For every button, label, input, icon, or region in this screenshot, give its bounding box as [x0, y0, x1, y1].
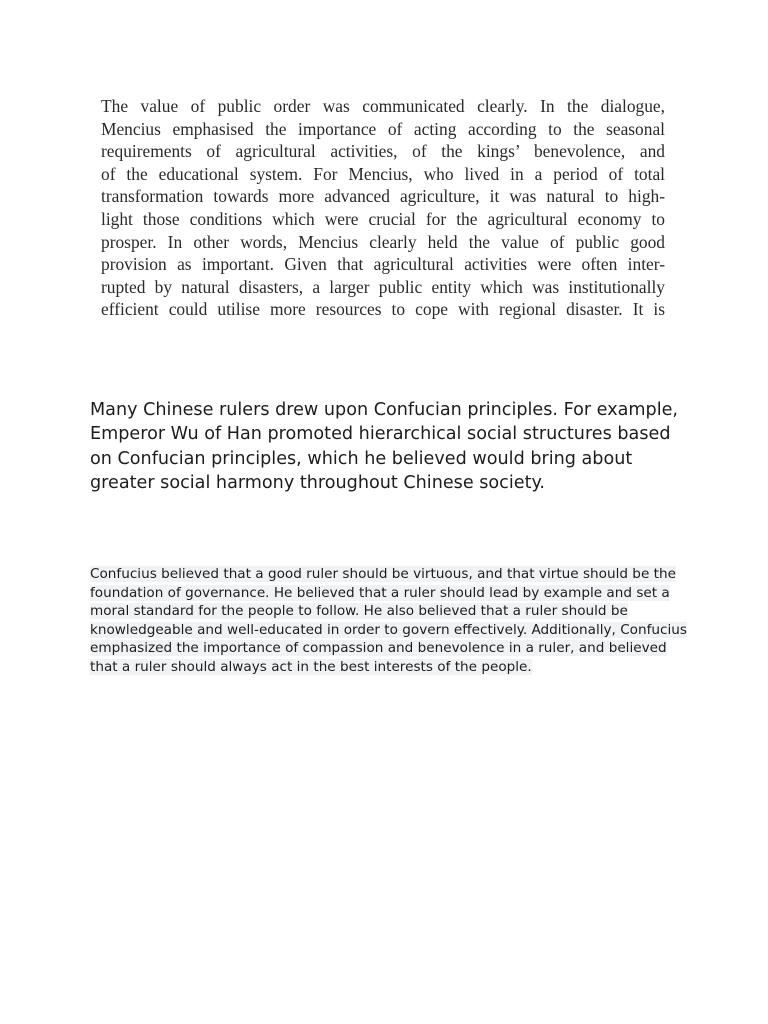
excerpt-line: Mencius emphasised the importance of acting according to the seasonal [101, 118, 665, 139]
excerpt-line: of the educational system. For Mencius, who lived in a period of total [101, 163, 665, 184]
excerpt-line: prosper. In other words, Mencius clearly held the value of public good [101, 231, 665, 252]
excerpt-line: rupted by natural disasters, a larger public entity which was institutionally [101, 276, 665, 297]
confucian-rulers-paragraph: Many Chinese rulers drew upon Confucian principles. For example, Emperor Wu of Han promoted hierarchical social structures based on Confucian principles, which he believed would bring about greater social harmony throughout Chinese society. [90, 400, 678, 494]
excerpt-line: provision as important. Given that agricultural activities were often inter- [101, 254, 665, 275]
excerpt-line: efficient could utilise more resources to cope with regional disaster. It is [101, 299, 665, 320]
confucius-ruler-paragraph [90, 565, 690, 677]
highlighted-text: Confucius believed that a good ruler should be virtuous, and that virtue should be the foundation of governance. He believed that a ruler should lead by example and set a moral standard for the people to follow. He also believed that a ruler should be knowledgeable and well-educated in order to govern effectively. Additionally, Confucius emphasized the importance of compassion and benevolence in a ruler, and believed that a ruler should always act in the best interests of the people. [90, 566, 687, 675]
excerpt-line: The value of public order was communicated clearly. In the dialogue, [101, 96, 665, 116]
excerpt-line: transformation towards more advanced agriculture, it was natural to high- [101, 186, 665, 207]
excerpt-line: light those conditions which were crucial for the agricultural economy to [101, 208, 665, 229]
excerpt-line: requirements of agricultural activities, of the kings’ benevolence, and [101, 141, 665, 162]
scanned-book-excerpt [101, 95, 665, 321]
